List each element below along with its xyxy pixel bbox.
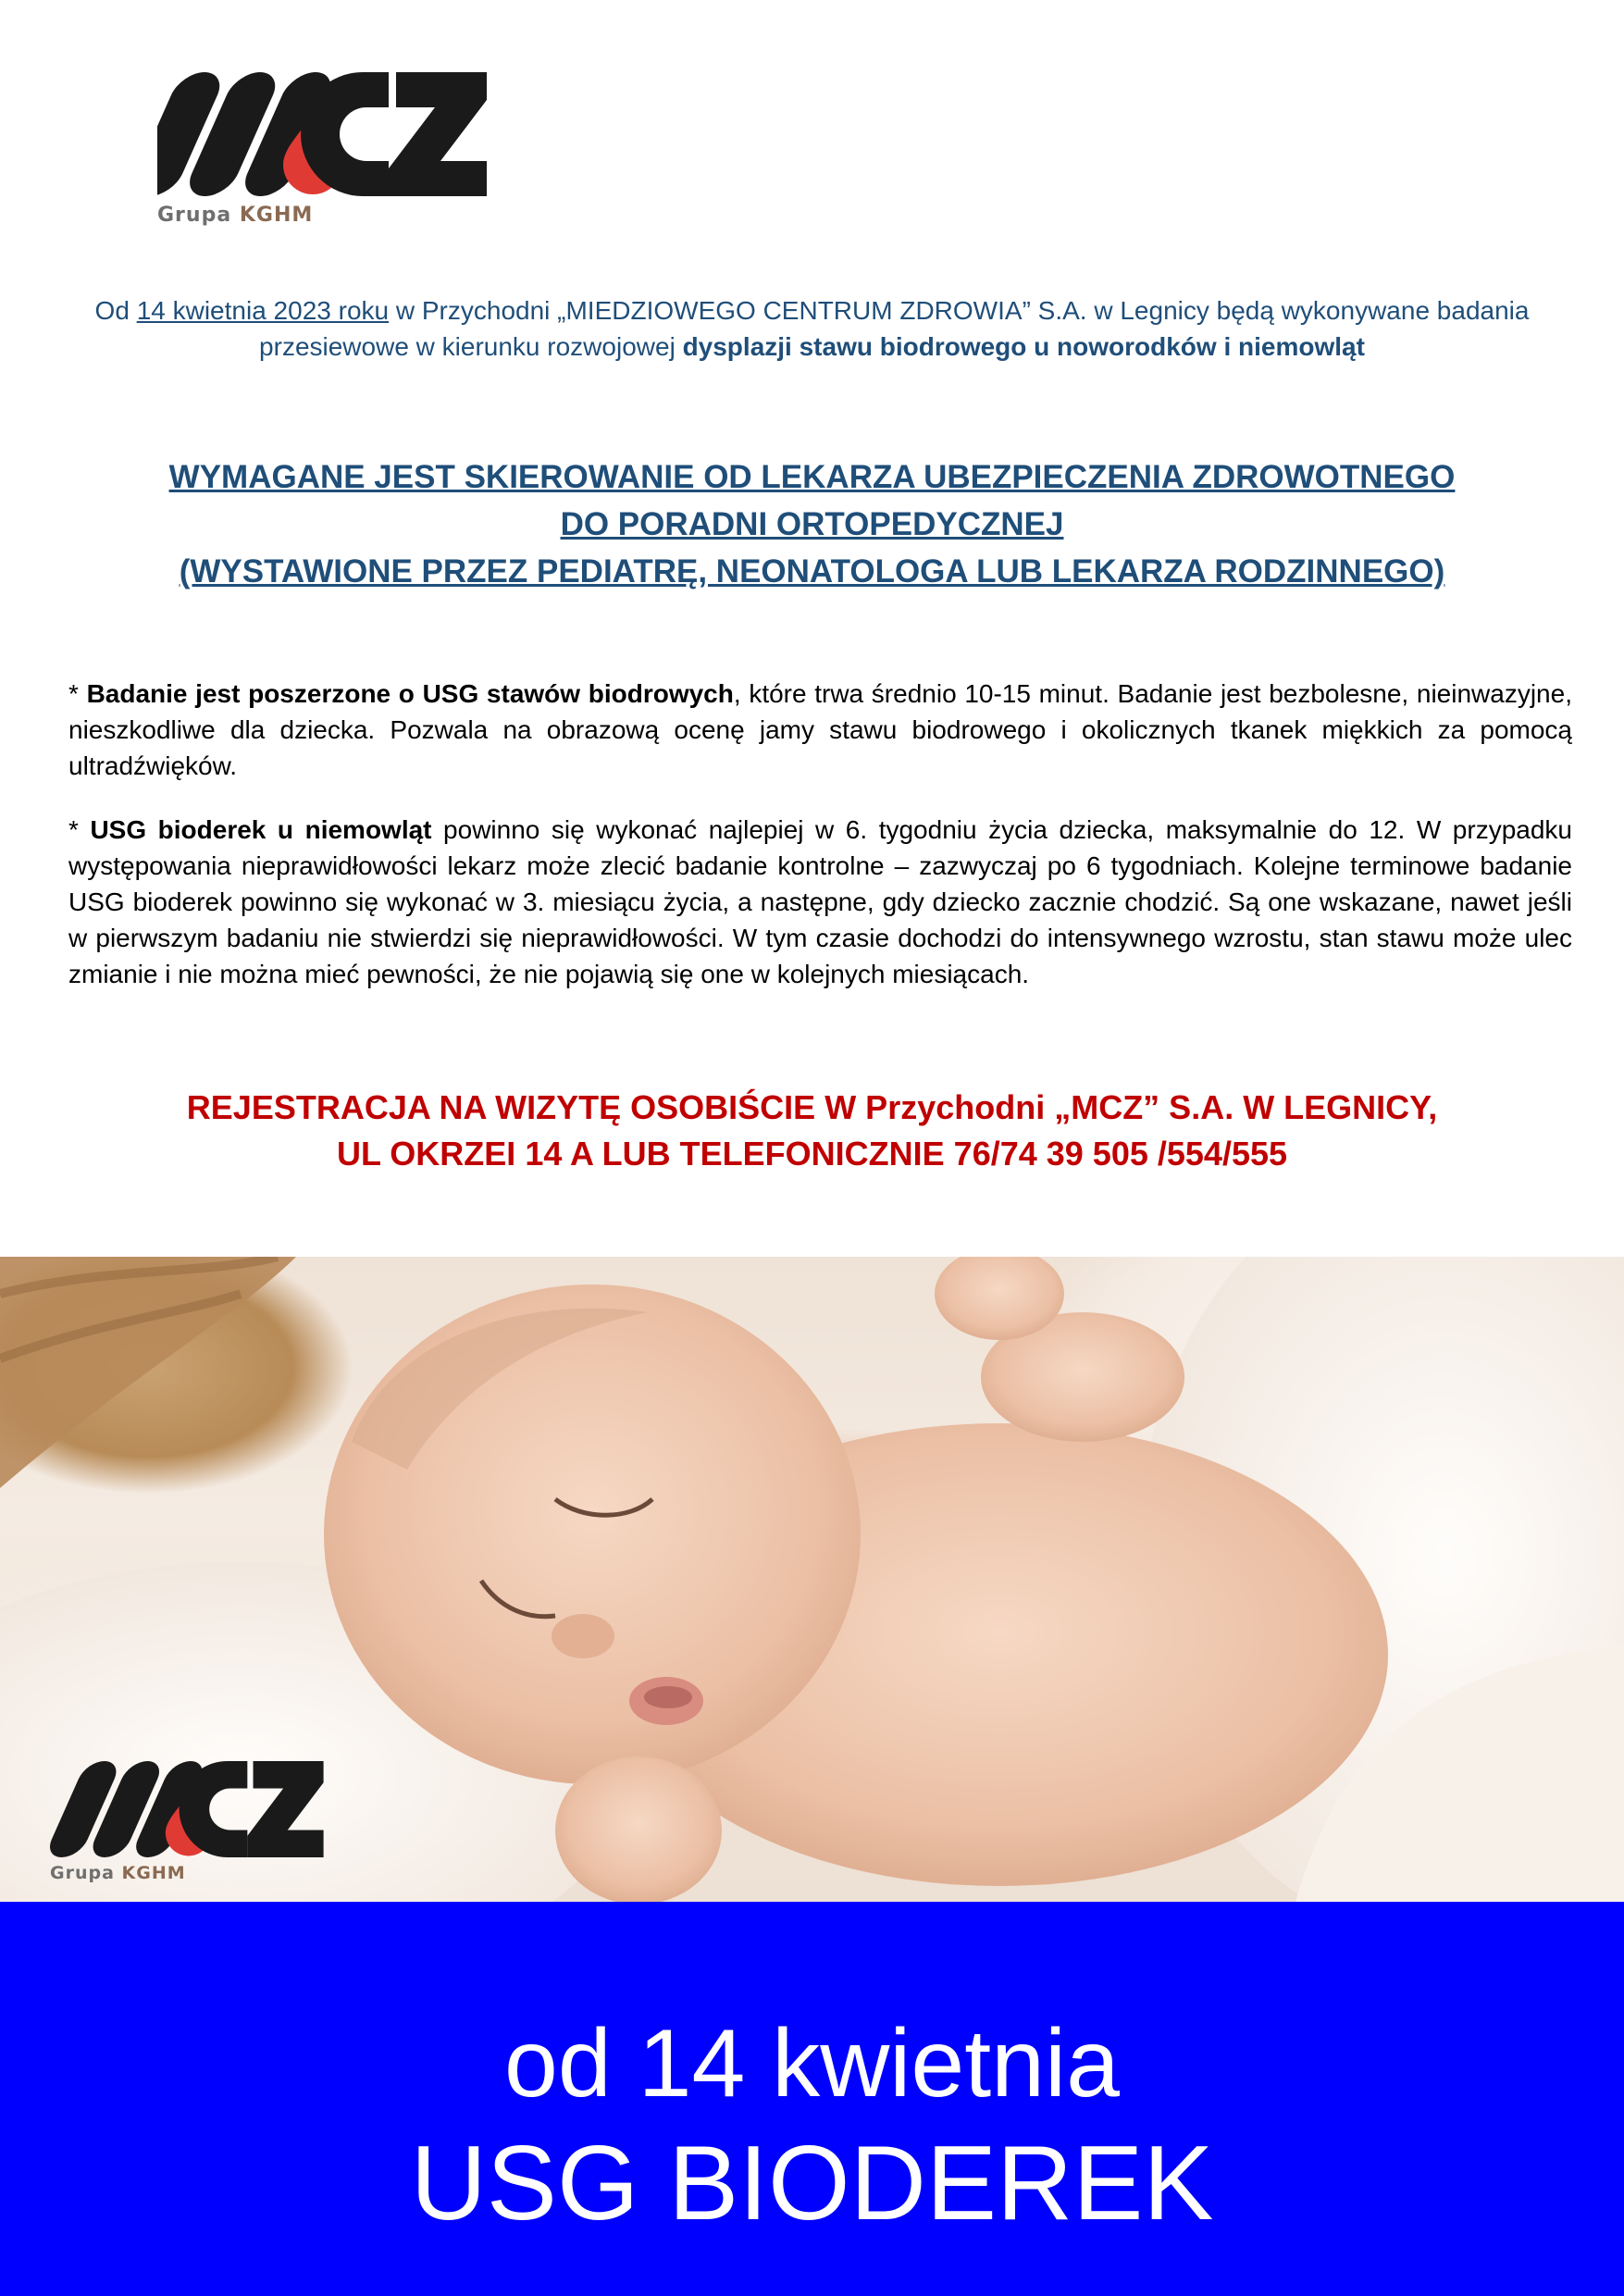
paragraph2-text: powinno się wykonać najlepiej w 6. tygodniu życia dziecka, maksymalnie do 12. W przypadku występowania nieprawidłowości lekarz może zlecić badanie kontrolne – zazwyczaj po 6 tygodniach. Kolejne terminowe badanie USG bioderek powinno się wykonać w 3. miesiącu życia, a następne, gdy dziecko zacznie chodzić. Są one wskazane, nawet jeśli w pierwszym badaniu nie stwierdzi się nieprawidłowości. W tym czasie dochodzi do intensywnego wzrostu, stan stawu może ulec zmianie i nie można mieć pewności, że nie pojawią się one w kolejnych miesiącach. — [68, 815, 1572, 988]
referral-requirement-heading — [83, 453, 1541, 595]
paragraph1-text: , które trwa średnio 10-15 minut. Badanie jest bezbolesne, nieinwazyjne, nieszkodliwe dla dziecka. Pozwala na obrazową ocenę jamy stawu biodrowego i okolicznych tkanek miękkich za pomocą ultradźwięków. — [68, 679, 1572, 780]
sleeping-baby-photo — [0, 1257, 1624, 1902]
banner-date: od 14 kwietnia — [504, 2010, 1120, 2117]
paragraph-usg-timing — [68, 812, 1572, 992]
intro-part1: Od — [94, 296, 137, 325]
logo-photo-group-name: KGHM — [121, 1863, 186, 1883]
mcz-logo-mark-photo — [50, 1761, 344, 1857]
bottom-banner — [0, 1902, 1624, 2296]
bullet: * — [68, 679, 87, 708]
logo-group-label — [157, 204, 490, 227]
banner-title: USG BIODEREK — [410, 2125, 1214, 2242]
mcz-logo-mark — [157, 72, 490, 196]
registration-line-1: REJESTRACJA NA WIZYTĘ OSOBIŚCIE W Przychodni „MCZ” S.A. W LEGNICY, — [186, 1088, 1438, 1126]
mcz-logo-photo — [50, 1761, 344, 1883]
intro-date: 14 kwietnia 2023 roku — [136, 296, 390, 325]
referral-line-1: WYMAGANE JEST SKIEROWANIE OD LEKARZA UBEZPIECZENIA ZDROWOTNEGO — [168, 459, 1456, 495]
intro-part2: w Przychodni „MIEDZIOWEGO CENTRUM ZDROWIA” S.A. w Legnicy będą wykonywane badania przesiewowe w kierunku rozwojowej — [259, 296, 1530, 361]
referral-line-2: DO PORADNI ORTOPEDYCZNEJ — [560, 506, 1064, 542]
referral-line-3: (WYSTAWIONE PRZEZ PEDIATRĘ, NEONATOLOGA LUB LEKARZA RODZINNEGO) — [179, 553, 1445, 590]
paragraph1-bold: Badanie jest poszerzone o USG stawów biodrowych — [86, 679, 734, 708]
registration-line-2: UL OKRZEI 14 A LUB TELEFONICZNIE 76/74 39 505 /554/555 — [336, 1135, 1288, 1173]
logo-photo-group-prefix: Grupa — [50, 1863, 115, 1883]
mcz-logo-top — [157, 72, 490, 227]
intro-text — [83, 292, 1541, 365]
paragraph-usg-description — [68, 676, 1572, 784]
logo-group-prefix: Grupa — [157, 204, 232, 227]
bullet: * — [68, 815, 91, 844]
paragraph2-bold: USG bioderek u niemowląt — [90, 815, 432, 844]
intro-bold: dysplazji stawu biodrowego u noworodków i niemowląt — [682, 332, 1365, 361]
registration-info — [83, 1085, 1541, 1177]
logo-group-name: KGHM — [239, 204, 314, 227]
logo-photo-group-label — [50, 1863, 344, 1883]
